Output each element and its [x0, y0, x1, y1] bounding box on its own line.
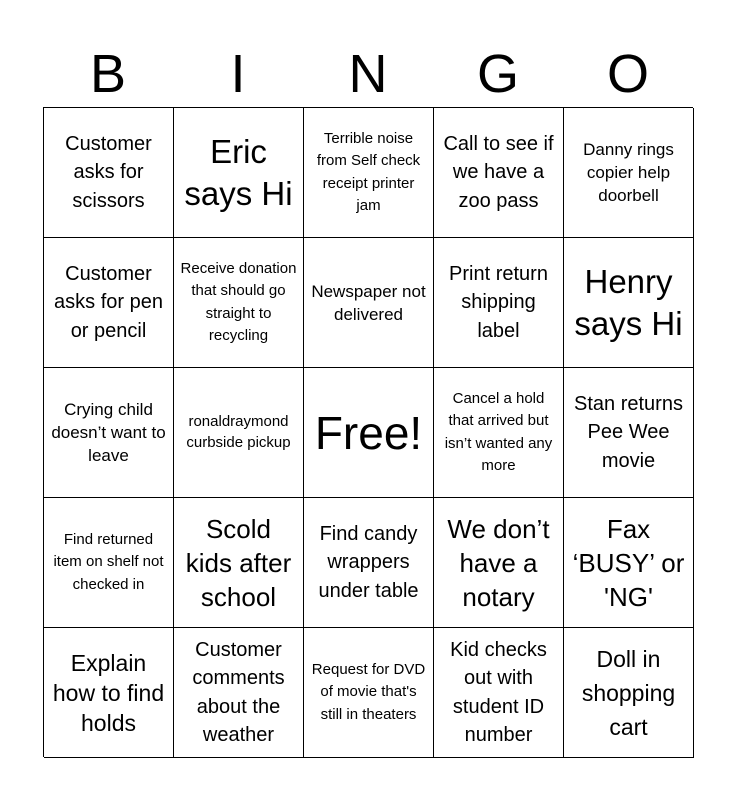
bingo-cell	[174, 498, 304, 628]
header-letter-i: I	[230, 44, 246, 104]
cell-text: Receive donation that should go straight to recycling	[180, 259, 297, 344]
cell-text: Stan returns Pee Wee movie	[574, 392, 683, 472]
cell-text: Customer asks for scissors	[65, 132, 152, 212]
cell-text: Find returned item on shelf not checked in	[53, 530, 164, 593]
header-letter-n: N	[348, 44, 388, 104]
bingo-cell	[434, 498, 564, 628]
bingo-cell	[434, 108, 564, 238]
cell-text: We don’t have a notary	[447, 513, 550, 612]
bingo-board	[43, 107, 693, 757]
free-space-text: Free!	[314, 406, 423, 459]
bingo-cell	[304, 628, 434, 758]
free-space-cell	[304, 368, 434, 498]
bingo-cell	[564, 498, 694, 628]
cell-text: Scold kids after school	[185, 513, 292, 612]
header-letter-b: B	[89, 44, 127, 104]
cell-text: Newspaper not delivered	[311, 281, 426, 324]
cell-text: Call to see if we have a zoo pass	[443, 132, 554, 212]
cell-text: ronaldraymond curbside pickup	[186, 413, 291, 451]
bingo-cell	[174, 368, 304, 498]
cell-text: Cancel a hold that arrived but isn’t wanted any more	[444, 389, 553, 474]
cell-text: Eric says Hi	[184, 132, 293, 212]
bingo-cell	[564, 238, 694, 368]
cell-text: Doll in shopping cart	[581, 645, 676, 740]
cell-text: Crying child doesn’t want to leave	[51, 400, 166, 465]
bingo-cell	[174, 108, 304, 238]
bingo-cell	[434, 628, 564, 758]
bingo-cell	[304, 238, 434, 368]
cell-text: Find candy wrappers under table	[318, 522, 419, 602]
bingo-cell	[44, 498, 174, 628]
bingo-header	[43, 44, 693, 104]
cell-text: Request for DVD of movie that's still in theaters	[311, 660, 426, 723]
header-letter-o: O	[606, 44, 649, 104]
cell-text: Terrible noise from Self check receipt printer jam	[316, 129, 421, 214]
cell-text: Henry says Hi	[574, 262, 683, 342]
bingo-cell	[44, 108, 174, 238]
cell-text: Kid checks out with student ID number	[450, 638, 547, 746]
cell-text: Customer comments about the weather	[192, 638, 285, 746]
bingo-cell	[174, 238, 304, 368]
bingo-cell	[434, 238, 564, 368]
bingo-cell	[174, 628, 304, 758]
bingo-cell	[44, 368, 174, 498]
bingo-cell	[434, 368, 564, 498]
bingo-cell	[44, 238, 174, 368]
cell-text: Fax ‘BUSY’ or 'NG'	[572, 513, 685, 612]
cell-text: Customer asks for pen or pencil	[54, 262, 163, 342]
bingo-cell	[304, 498, 434, 628]
bingo-cell	[564, 628, 694, 758]
cell-text: Danny rings copier help doorbell	[583, 140, 674, 205]
cell-text: Print return shipping label	[449, 262, 548, 342]
bingo-cell	[304, 108, 434, 238]
bingo-cell	[44, 628, 174, 758]
header-letter-g: G	[476, 44, 519, 104]
cell-text: Explain how to find holds	[52, 649, 165, 736]
bingo-cell	[564, 108, 694, 238]
bingo-cell	[564, 368, 694, 498]
